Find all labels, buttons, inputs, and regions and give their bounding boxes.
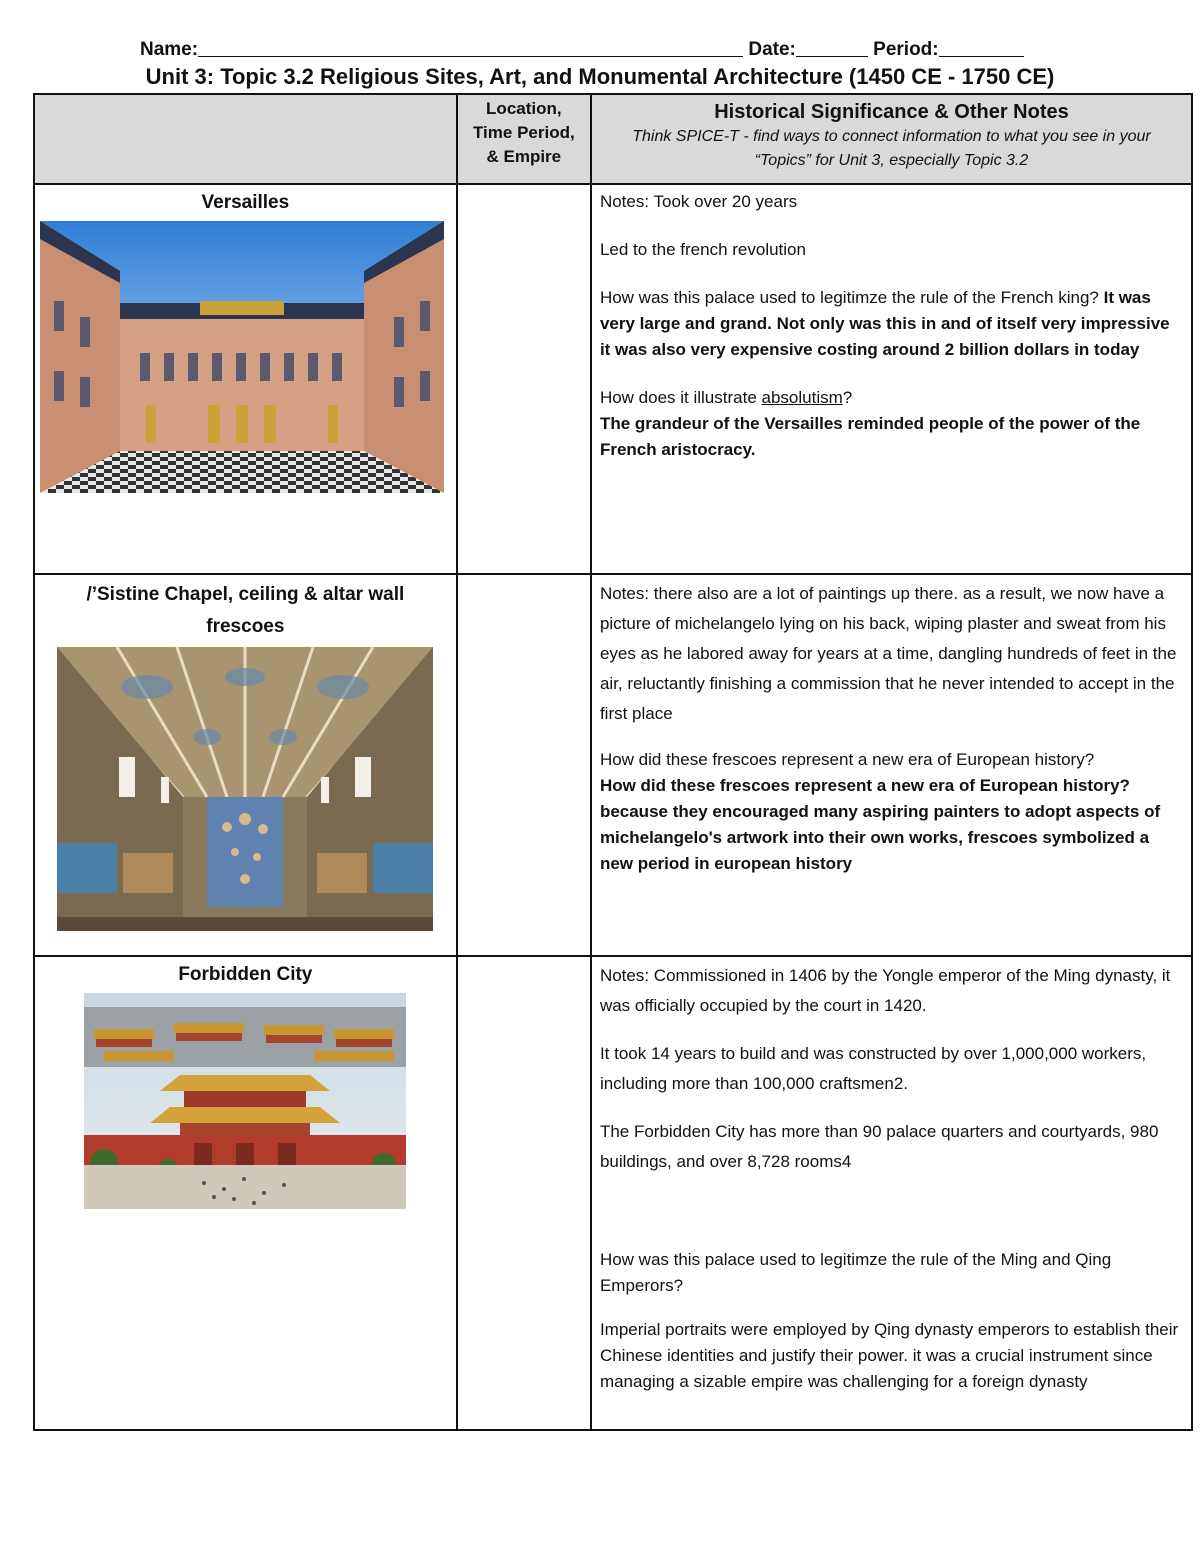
question-answer <box>600 385 1183 463</box>
site-name: Versailles <box>201 192 290 213</box>
significance-header-title: Historical Significance & Other Notes <box>714 101 1069 123</box>
versailles-image <box>40 221 444 493</box>
location-cell-sistine[interactable] <box>457 574 591 956</box>
notes-cell-versailles <box>591 184 1192 574</box>
notes-text: The Forbidden City has more than 90 palace quarters and courtyards, 980 buildings, and over 8,728 rooms4 <box>599 1122 1159 1171</box>
significance-header-sub: “Topics” for Unit 3, especially Topic 3.2 <box>754 152 1029 169</box>
answer-text: How did these frescoes represent a new era of European history?because they encouraged many aspiring painters to adopt aspects of michelangelo's artwork into their own works, frescoes symbolized a new period in european history <box>599 776 1161 873</box>
name-blank[interactable] <box>198 38 743 57</box>
site-name <box>35 575 456 643</box>
underlined-term: absolutism <box>761 388 843 407</box>
forbidden-city-image <box>84 993 406 1209</box>
header-blank-cell <box>34 94 457 184</box>
answer-text: Imperial portraits were employed by Qing dynasty emperors to establish their Chinese identities and justify their power. it was a crucial instrument since managing a sizable empire was challenging for a foreign dynasty <box>599 1320 1179 1391</box>
site-name-line: /’Sistine Chapel, ceiling & altar wall <box>86 584 405 605</box>
period-label: Period: <box>873 39 939 60</box>
site-cell-versailles <box>34 184 457 574</box>
answer-text: It was very large and grand. Not only was this in and of itself very impressive it was also very expensive costing around 2 billion dollars in today <box>599 288 1170 359</box>
site-name-line: frescoes <box>206 616 285 637</box>
question-text: How does it illustrate <box>599 388 762 407</box>
sistine-chapel-image <box>57 647 433 931</box>
period-blank[interactable] <box>939 38 1024 57</box>
site-cell-sistine <box>34 574 457 956</box>
page-title: Unit 3: Topic 3.2 Religious Sites, Art, and Monumental Architecture (1450 CE - 1750 CE) <box>145 64 1055 89</box>
notes-table <box>33 93 1193 1431</box>
table-row <box>34 956 1192 1430</box>
question-mark: ? <box>842 388 853 407</box>
notes-text: It took 14 years to build and was constructed by over 1,000,000 workers, including more than 100,000 craftsmen2. <box>599 1044 1147 1093</box>
name-label: Name: <box>140 39 199 60</box>
location-header-line: Time Period, <box>472 123 575 142</box>
significance-header-sub: Think SPICE-T - find ways to connect information to what you see in your <box>632 128 1151 145</box>
header-significance-cell <box>591 94 1192 184</box>
notes-text: Notes: there also are a lot of paintings up there. as a result, we now have a picture of michelangelo lying on his back, wiping plaster and sweat from his eyes as he labored away for years at a time, dangling hundreds of feet in the air, reluctantly finishing a commission that he never intended to accept in the first place <box>599 584 1177 723</box>
notes-text: Led to the french revolution <box>599 240 806 259</box>
question-text: How was this palace used to legitimze the rule of the French king? <box>599 288 1099 307</box>
notes-text: Notes: Commissioned in 1406 by the Yongle emperor of the Ming dynasty, it was officially occupied by the court in 1420. <box>599 966 1171 1015</box>
table-header-row <box>34 94 1192 184</box>
header-location-cell <box>457 94 591 184</box>
question-answer <box>600 285 1183 363</box>
notes-text: Notes: Took over 20 years <box>599 192 798 211</box>
answer-text: The grandeur of the Versailles reminded people of the power of the French aristocracy. <box>599 414 1141 459</box>
student-info-line <box>140 38 1040 61</box>
question-text: How did these frescoes represent a new era of European history? <box>599 750 1095 769</box>
date-blank[interactable] <box>796 38 868 57</box>
table-row <box>34 574 1192 956</box>
notes-cell-sistine <box>591 574 1192 956</box>
site-cell-forbidden-city <box>34 956 457 1430</box>
location-header-line: Location, <box>486 99 562 118</box>
location-cell-versailles[interactable] <box>457 184 591 574</box>
notes-cell-forbidden-city <box>591 956 1192 1430</box>
date-label: Date: <box>748 39 796 60</box>
location-cell-forbidden-city[interactable] <box>457 956 591 1430</box>
location-header-line: & Empire <box>486 147 562 166</box>
site-name: Forbidden City <box>178 964 313 985</box>
table-row <box>34 184 1192 574</box>
question-text: How was this palace used to legitimze the rule of the Ming and Qing Emperors? <box>599 1250 1112 1295</box>
